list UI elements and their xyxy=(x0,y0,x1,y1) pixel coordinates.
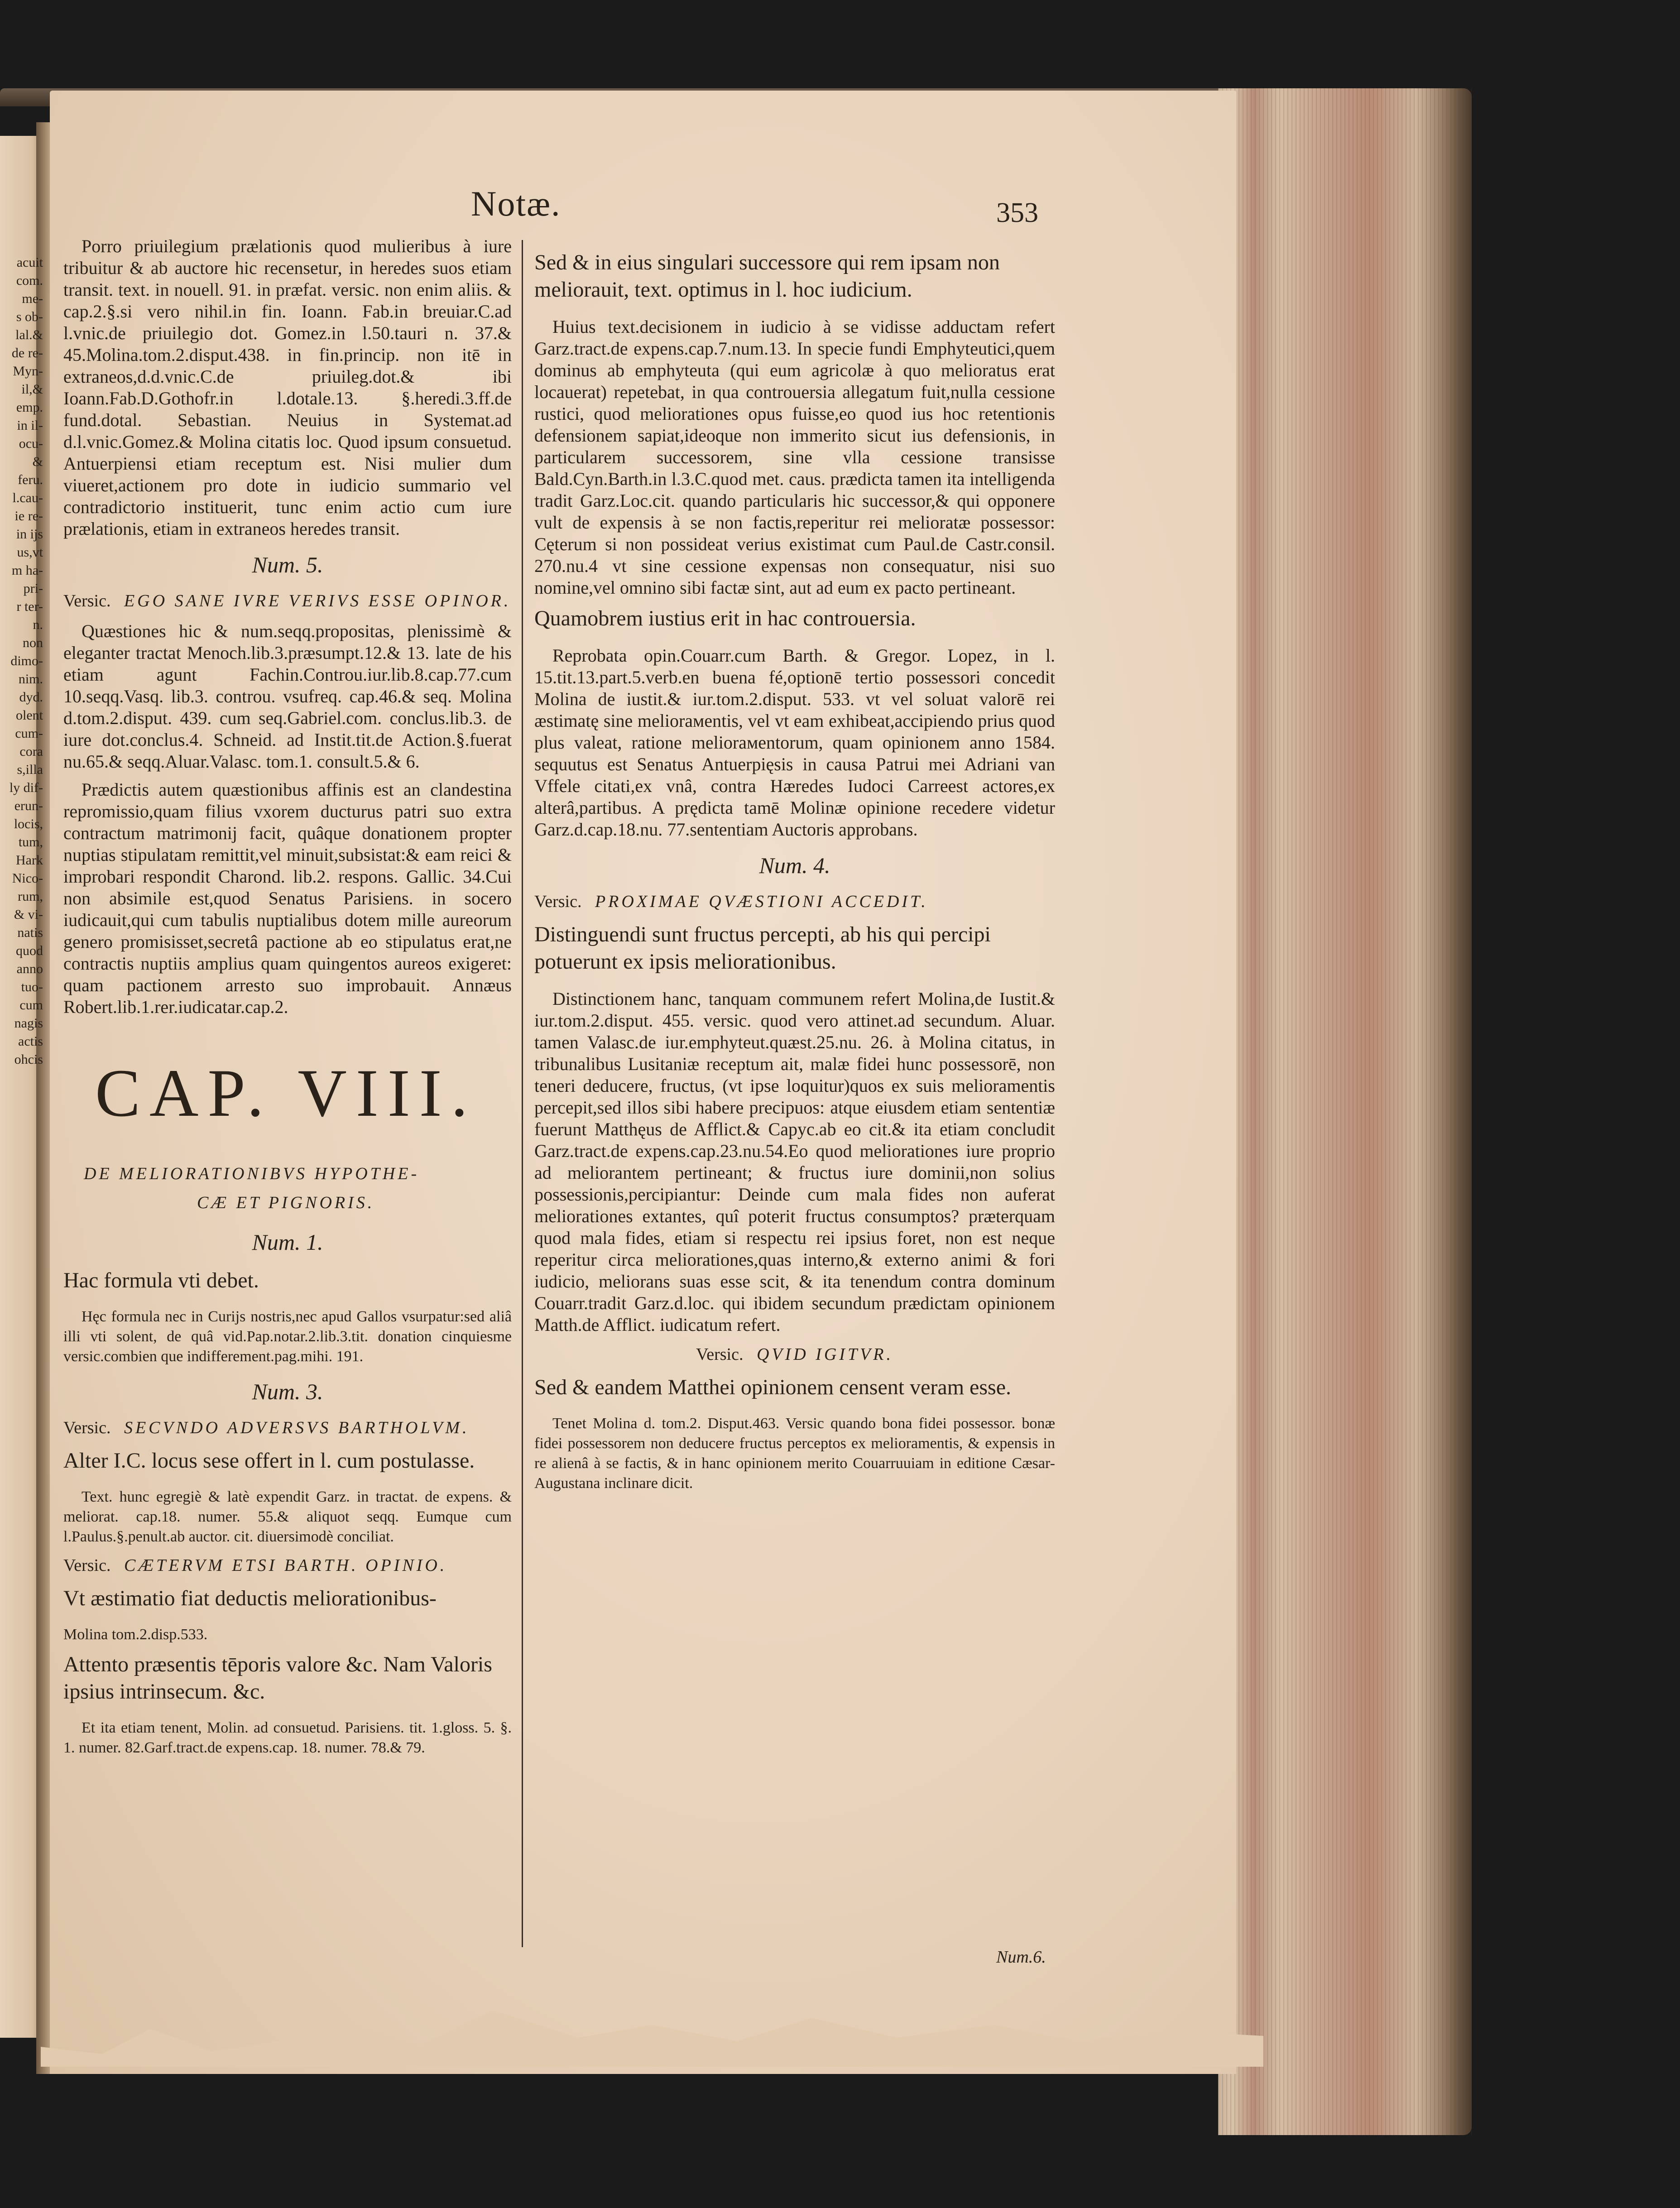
margin-fragment: cum- xyxy=(15,726,43,741)
versic-line xyxy=(63,1554,512,1577)
margin-fragment: me- xyxy=(22,291,43,306)
versic-label: Versic. xyxy=(63,591,111,610)
margin-fragment: locis, xyxy=(14,816,43,831)
chapter-heading: CAP. VIII. xyxy=(95,1056,477,1131)
left-column xyxy=(63,235,512,1764)
versic-label: Versic. xyxy=(63,1556,111,1575)
cited-text-heading: Attento præsentis tēporis valore &c. Nam Valoris ipsius intrinsecum. &c. xyxy=(63,1652,492,1704)
margin-fragment: cum xyxy=(19,998,43,1013)
cited-text-heading: Hac formula vti debet. xyxy=(63,1268,259,1292)
page-number: 353 xyxy=(996,197,1038,228)
cited-text-heading: Sed & eandem Matthei opinionem censent veram esse. xyxy=(534,1375,1012,1399)
margin-fragment: s,illa xyxy=(17,762,43,777)
paragraph: Hęc formula nec in Curijs nostris,nec apud Gallos vsurpatur:sed aliâ illi vti solent, de quâ vid.Pap.notar.2.lib.3.tit. donation cinquiesme versic.combien que indifferement.pag.mihi. 191. xyxy=(63,1308,512,1365)
section-number: Num. 4. xyxy=(759,853,830,878)
margin-fragment: natis xyxy=(17,925,43,940)
margin-fragment: Hark xyxy=(16,853,43,868)
versic-label: Versic. xyxy=(696,1345,744,1364)
chapter-subtitle-line: CÆ ET PIGNORIS. xyxy=(197,1193,375,1212)
section-number: Num. 5. xyxy=(252,552,323,577)
paragraph: Huius text.decisionem in iudicio à se vidisse adductam refert Garz.tract.de expens.cap.7.num.13. In specie fundi Emphyteutici,quem dominus ab emphyteuta (qui eum agricolæ à quo melioratus erat locauerat) repetebat, in qua controuersia allegatum fuit,nulla cessione rustici, quod meliorationes opus fuisse,eo quod ius hoc retentionis defensionem sapiat,ideoque non immerito sicut ius defensionis, in particularem successorem, sine vlla cessione transisse Bald.Cyn.Barth.in l.3.C.quod met. caus. prædicta tamen ita intelligenda tradit Garz.Loc.cit. quando particularis hic successor,& qui opponere vult de expensis à se non factis,reperitur rei melioratæ possessor: Cęterum si non possideat verius existimat cum Paul.de Castr.consil. 270.nu.4 vt sine cessione expensas non consequatur, nisi suo nomine,vel omnino sibi factæ sint, aut ad eum ex pacto pertineant. xyxy=(534,317,1055,598)
right-column xyxy=(534,245,1055,1500)
margin-fragment: nim. xyxy=(18,672,43,686)
versic-line xyxy=(63,590,512,612)
versic-text: EGO SANE IVRE VERIVS ESSE OPINOR. xyxy=(124,591,511,610)
margin-fragment: l.cau- xyxy=(12,490,43,505)
margin-fragment: ie re- xyxy=(14,509,43,523)
versic-text: QVID IGITVR. xyxy=(756,1345,894,1364)
versic-label: Versic. xyxy=(63,1418,111,1437)
paragraph: Reprobata opin.Couarr.cum Barth. & Gregor. Lopez, in l. 15.tit.13.part.5.verb.en buena fé,optionē tertio possessori concedit Molina de iustit.& iur.tom.2.disput. 533. vt vel soluat valorē rei æstimatę sine meliorамentis, vel vt eam exhibeat,accipiendo prius quod plus valeat, ratione meliorамentorum, quam opinionem anno 1584. sequutus est Senatus Antuerpięsis in causa Patrui mei Adriani van Vffele citati,ex vnâ, contra Hæredes Iudoci Carreest actores,ex alterâ,partibus. A prędicta tamē Molinæ opinione recedere videtur Garz.d.cap.18.nu. 77.sententiam Auctoris approbans. xyxy=(534,645,1055,840)
section-number: Num. 1. xyxy=(252,1229,323,1255)
paragraph: Distinctionem hanc, tanquam communem refert Molina,de Iustit.& iur.tom.2.disput. 455. versic. quod vero attinet.ad secundum. Aluar. tamen Valasc.de iur.emphyteut.quæst.25.nu. 26. à Molina citatus, in tribunalibus Lusitaniæ receptum ait, malæ fidei hunc possessorē, non teneri deducere, fructus, (vt ipse loquitur)quos ex suis melioramentis percepit,sed illos sibi habere precipuos: atque eiusdem etiam sententiæ fuerunt Matthęus de Afflict.& Capyc.ab eo cit.& ita etiam concludit Garz.tract.de expens.cap.23.nu.54.Eo quod meliorationes iure proprio ad meliorantem pertineant; & fructus iure dominii,non solius possessionis,percipiantur: Deinde cum mala fides non auferat meliorationes extantes, quî poterit fructus consumptos? præterquam quod mala fides, etiam si respectu rei ipsius foret, non est neque reperitur circa meliorationes,quas interno,& externo animi & fori iudicio, meliorans suas esse scit, & ita tenendum contra dominum Couarr.tradit Garz.d.loc. qui ibidem secundum prædictam opinionem Matth.de Afflict. iudicatum refert. xyxy=(534,989,1055,1335)
paragraph: Et ita etiam tenent, Molin. ad consuetud. Parisiens. tit. 1.gloss. 5. §. 1. numer. 82.Garf.tract.de expens.cap. 18. numer. 78.& 79. xyxy=(63,1719,512,1756)
paragraph: Text. hunc egregiè & latè expendit Garz. in tractat. de expens. & meliorat. cap.18. numer. 55.& aliquot seqq. Eumque cum l.Paulus.§.penult.ab auctor. cit. diuersimodè conciliat. xyxy=(63,1488,512,1545)
margin-fragment: actis xyxy=(18,1034,43,1049)
margin-fragment: pri- xyxy=(23,581,43,596)
cited-text-heading: Distinguendi sunt fructus percepti, ab his qui percipi potuerunt ex ipsis meliorationibus. xyxy=(534,922,991,974)
versic-line xyxy=(534,1343,1055,1366)
margin-fragment: & xyxy=(32,454,43,469)
catchword: Num.6. xyxy=(996,1948,1046,1967)
margin-fragment: Myn- xyxy=(13,364,43,379)
paragraph: Quæstiones hic & num.seqq.propositas, plenissimè & eleganter tractat Menoch.lib.3.præsumpt.12.& 13. late de his etiam agunt Fachin.Controu.iur.lib.8.cap.77.cum 10.seqq.Vasq. lib.3. controu. vsufreq. cap.46.& seq. Molina d.tom.2.disput. 439. cum seq.Gabriel.com. conclus.lib.3. de iure dot.conclus.4. Schneid. ad Instit.tit.de Action.§.fuerat nu.65.& seqq.Aluar.Valasc. tom.1. consult.5.& 6. xyxy=(63,621,512,772)
margin-fragment: acuit xyxy=(16,255,43,270)
cited-text-heading: Quamobrem iustius erit in hac controuersia. xyxy=(534,606,916,630)
chapter-subtitle xyxy=(84,1159,512,1217)
margin-fragment: quod xyxy=(16,943,43,958)
margin-fragment: m ha- xyxy=(11,563,43,578)
margin-fragment: n. xyxy=(33,617,43,632)
margin-fragment: anno xyxy=(16,961,43,976)
margin-fragment: rum, xyxy=(18,889,43,904)
book-fore-edge xyxy=(1218,88,1472,2135)
paragraph: Prædictis autem quæstionibus affinis est an clandestina repromissio,quam filius vxorem ducturus patri suo extra contractum matrimonij facit, quâque donationem propter nuptias stipulatam remittit,vel minuit,subsistat:& eam reici & improbari respondit Charond. lib.2. respons. Gallic. 34.Cui non absimile est,quod Senatus Parisiens. in socero iudicauit,qui cum tabulis nuptialibus dotem mille aureorum genero promisisset,secretâ pactione ab eo stipulatus erat,ne contractis nuptiis amplius quam quingentos aureos exigeret: quam pactionem arresto suo improbauit. Annæus Robert.lib.1.rer.iudicatar.cap.2. xyxy=(63,779,512,1017)
margin-fragment: dyd. xyxy=(19,690,43,705)
margin-fragment: Nico- xyxy=(12,871,43,886)
margin-fragment: dimo- xyxy=(10,653,43,668)
margin-fragment: erun- xyxy=(14,798,43,813)
citation-line: Molina tom.2.disp.533. xyxy=(63,1626,208,1643)
margin-fragment: cora xyxy=(19,744,43,759)
margin-fragment: olent xyxy=(16,708,43,723)
margin-fragment: in il- xyxy=(17,418,43,433)
margin-fragment: in ijs xyxy=(16,527,43,542)
margin-fragment: feru. xyxy=(18,472,43,487)
margin-fragment: lal.& xyxy=(15,327,43,342)
paragraph: Tenet Molina d. tom.2. Disput.463. Versic quando bona fidei possessor. bonæ fidei possessorem non deducere fructus perceptos ex melioramentis, & expensis in re alienâ à se factis, & in hanc opinionem merito Couarruuiam in editione Cæsar-Augustana inclinare dicit. xyxy=(534,1415,1055,1492)
column-rule xyxy=(522,240,523,1947)
versic-line xyxy=(63,1416,512,1439)
versic-line xyxy=(534,890,1055,913)
cited-text-heading: Alter I.C. locus sese offert in l. cum postulasse. xyxy=(63,1449,475,1473)
margin-fragment: & vi- xyxy=(14,907,43,922)
section-number: Num. 3. xyxy=(252,1379,323,1404)
margin-fragment: non xyxy=(23,635,43,650)
running-head: Notæ. xyxy=(471,184,561,223)
versic-text: CÆTERVM ETSI BARTH. OPINIO. xyxy=(124,1556,447,1575)
previous-page-fragments xyxy=(0,254,43,1069)
margin-fragment: ohcis xyxy=(14,1052,43,1067)
margin-fragment: nagis xyxy=(14,1016,43,1031)
versic-text: SECVNDO ADVERSVS BARTHOLVM. xyxy=(124,1418,470,1437)
margin-fragment: ocu- xyxy=(19,436,43,451)
versic-label: Versic. xyxy=(534,892,582,911)
margin-fragment: emp. xyxy=(16,400,43,415)
margin-fragment: s ob- xyxy=(16,309,43,324)
paragraph: Porro priuilegium prælationis quod mulieribus à iure tribuitur & ab auctore hic recensetur, in heredes suos etiam transit. text. in nouell. 91. in præfat. versic. non enim aliis. & cap.2.§.si vero nihil.in fin. Ioann. Fab.in breuiar.C.ad l.vnic.de priuilegio dot. Gomez.in l.50.tauri n. 37.& 45.Molina.tom.2.disput.438. in fin.princip. non itē in extraneos,d.d.vnic.C.de priuileg.dot.& ibi Ioann.Fab.D.Gothofr.in l.dotale.13. §.heredi.3.ff.de fund.dotal. Sebastian. Neuius in Systemat.ad d.l.vnic.Gomez.& Molina citatis loc. Quod ipsum consuetud. Antuerpiensi etiam receptum est. Nisi mulier dum viueret,actionem pro dote in iudicio summario vel contradictorio instituerit, tunc enim actio cum iure prælationis, etiam in extraneos heredes transit. xyxy=(63,236,512,539)
margin-fragment: tum, xyxy=(18,835,43,850)
margin-fragment: de re- xyxy=(11,346,43,360)
margin-fragment: il,& xyxy=(21,382,43,397)
cited-text-heading: Vt æstimatio fiat deductis meliorationibus- xyxy=(63,1586,437,1610)
cited-text-heading: Sed & in eius singulari successore qui rem ipsam non meliorauit, text. optimus in l. hoc iudicium. xyxy=(534,250,1000,302)
margin-fragment: ly dif- xyxy=(9,780,43,795)
chapter-subtitle-line: DE MELIORATIONIBVS HYPOTHE- xyxy=(84,1164,420,1183)
margin-fragment: r ter- xyxy=(16,599,43,614)
margin-fragment: com. xyxy=(16,273,43,288)
versic-text: PROXIMAE QVÆSTIONI ACCEDIT. xyxy=(595,892,928,911)
margin-fragment: tuo- xyxy=(21,979,43,994)
margin-fragment: us,vt xyxy=(17,545,43,560)
